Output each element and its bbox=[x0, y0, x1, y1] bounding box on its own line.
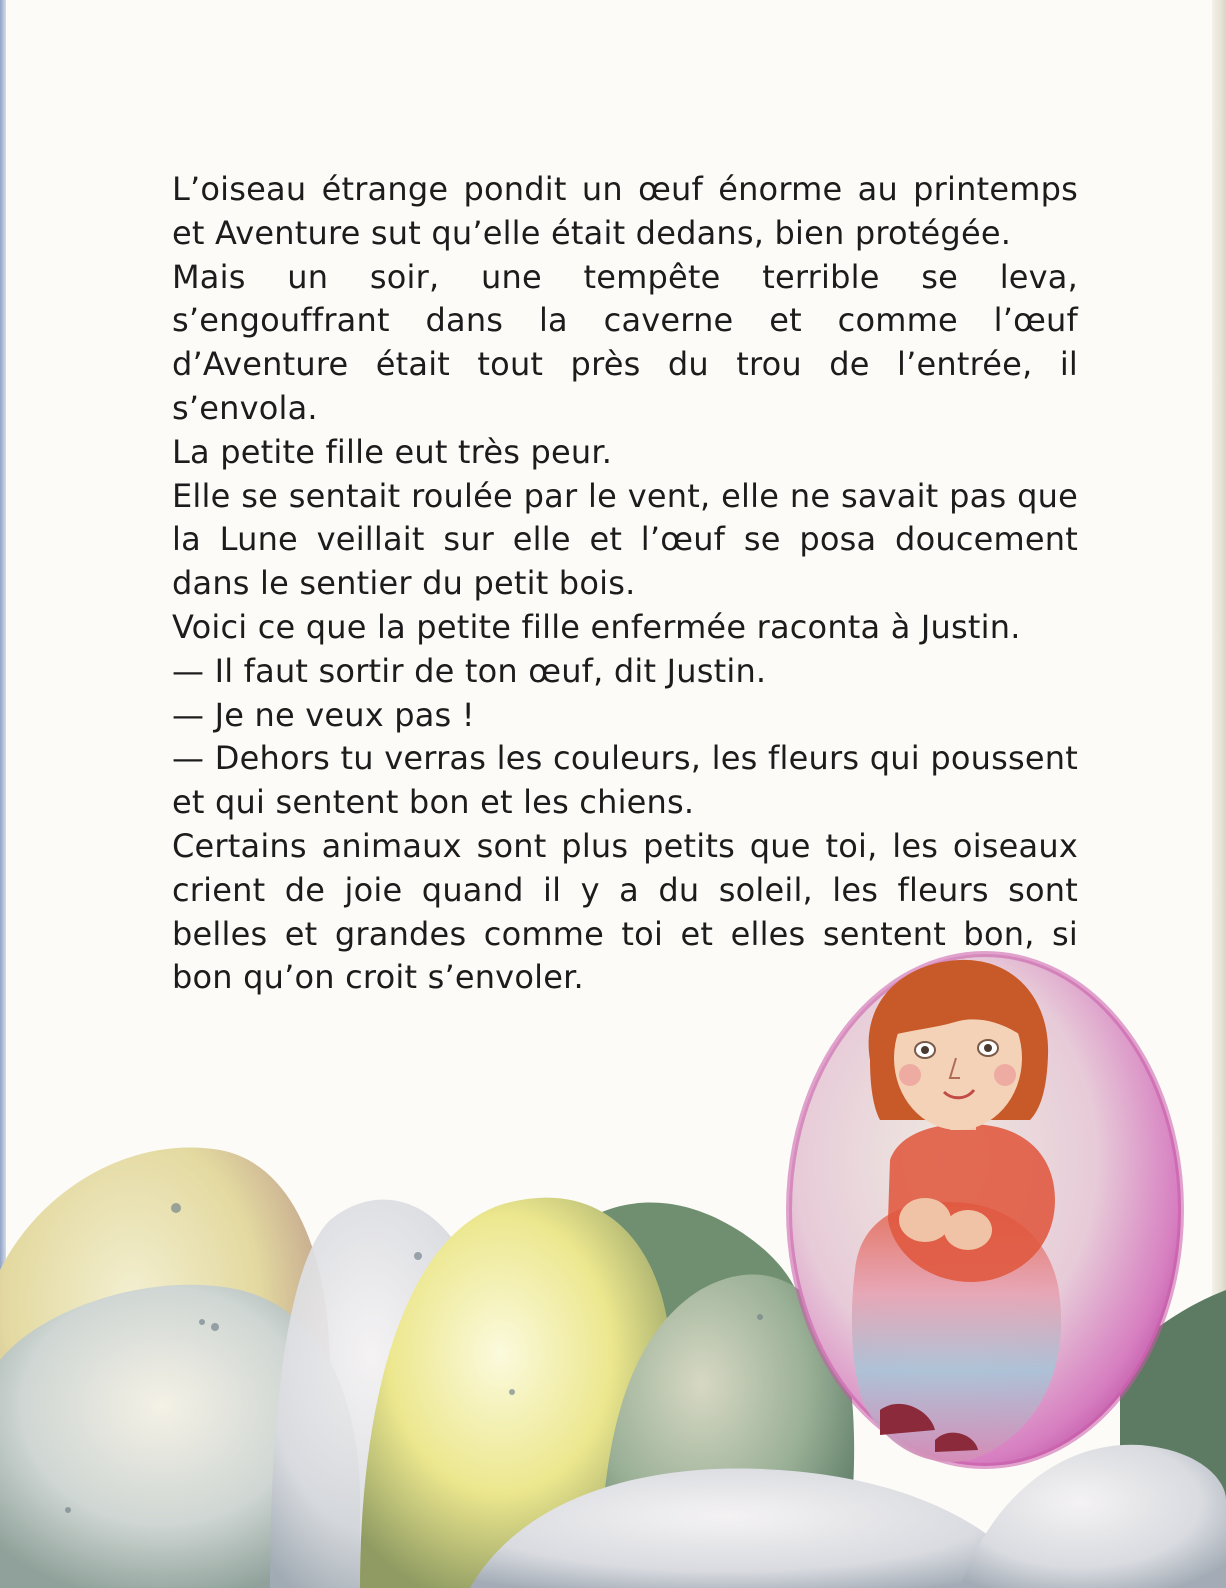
paragraph-1: L’oiseau étrange pondit un œuf énorme au printemps et Aventure sut qu’elle était dedans, bien protégée. bbox=[172, 170, 1078, 252]
paragraph-5: Voici ce que la petite fille enfermée raconta à Justin. bbox=[172, 607, 1021, 646]
dialogue-line-3: — Dehors tu verras les couleurs, les fleurs qui poussent et qui sentent bon et les chiens. bbox=[172, 739, 1078, 822]
paragraph-6: Certains animaux sont plus petits que toi, les oiseaux crient de joie quand il y a du soleil, les fleurs sont belles et grandes comme toi et elles sentent bon, si bon qu’on croit s’envoler. bbox=[172, 826, 1078, 997]
dialogue-line-1: — Il faut sortir de ton œuf, dit Justin. bbox=[172, 651, 767, 690]
egg-illustration bbox=[0, 940, 1226, 1588]
story-text bbox=[172, 168, 1078, 1000]
paragraph-2: Mais un soir, une tempête terrible se leva, s’engouffrant dans la caverne et comme l’œuf d’Aventure était tout près du trou de l’entrée, il s’envola. bbox=[172, 257, 1078, 427]
paragraph-4: Elle se sentait roulée par le vent, elle ne savait pas que la Lune veillait sur elle et l’œuf se posa doucement dans le sentier du petit bois. bbox=[172, 476, 1078, 603]
dialogue-line-2: — Je ne veux pas ! bbox=[172, 695, 475, 734]
paragraph-3: La petite fille eut très peur. bbox=[172, 432, 613, 471]
